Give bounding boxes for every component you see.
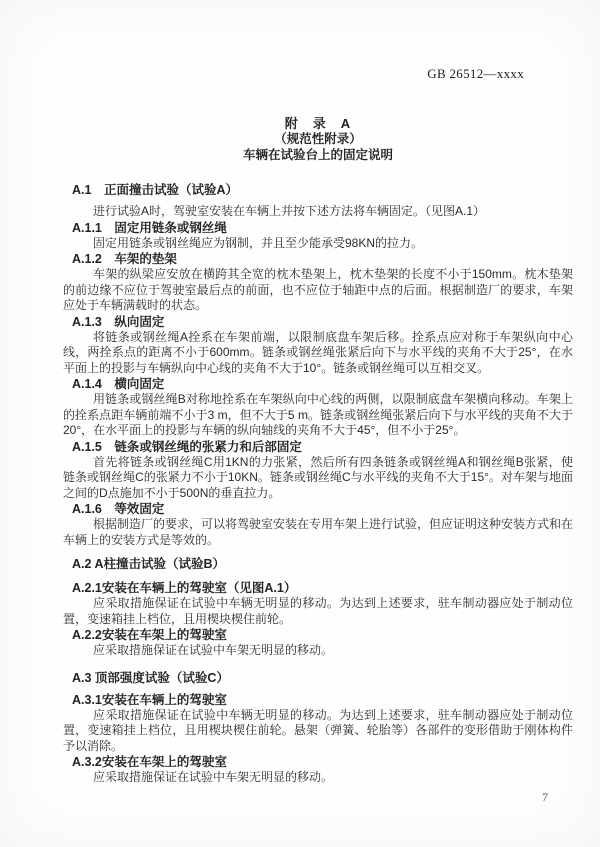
page-number: 7 bbox=[542, 790, 548, 804]
page-content bbox=[63, 116, 573, 786]
heading-a3-1: A.3.1安装在车辆上的驾驶室 bbox=[72, 692, 227, 707]
heading-a2-1: A.2.1安装在车辆上的驾驶室（见图A.1） bbox=[72, 581, 297, 595]
heading-a1-4: A.1.4 横向固定 bbox=[72, 377, 165, 391]
appendix-title-block bbox=[63, 116, 573, 163]
appendix-subject: 车辆在试验台上的固定说明 bbox=[242, 147, 393, 162]
standard-code: GB 26512—xxxx bbox=[427, 66, 524, 81]
heading-a3-2: A.3.2安装在车架上的驾驶室 bbox=[72, 755, 227, 769]
heading-a1-2: A.1.2 车架的垫架 bbox=[72, 252, 177, 266]
heading-a1-3: A.1.3 纵向固定 bbox=[72, 314, 165, 329]
section-a2 bbox=[63, 556, 573, 659]
paragraph-a3-1: 应采取措施保证在试验中车辆无明显的移动。为达到上述要求，驻车制动器应处于制动位置，变速箱挂上档位，且用楔块楔住前轮。悬架（弹簧、轮胎等）各部件的变形借助于刚体构件予以消除。 bbox=[63, 707, 573, 753]
appendix-label: 附 录 A bbox=[284, 116, 352, 131]
paragraph-a1-4: 用链条或钢丝绳B对称地拴系在车架纵向中心线的两侧，以限制底盘车架横向移动。车架上的拴系点距车辆前端不小于3 m，但不大于5 m。链条或钢丝绳张紧后向下与水平线的夹角不大于20°，在水平面上的投影与车辆的纵向轴线的夹角不大于45°，但不小于25°。 bbox=[63, 392, 573, 437]
paragraph-a1-5: 首先将链条或钢丝绳C用1KN的力张紧，然后所有四条链条或钢丝绳A和钢丝绳B张紧，使链条或钢丝绳C的张紧力不小于10KN。链条或钢丝绳C与水平线的夹角不大于15°。对车架与地面之间的D点施加不小于500N的垂直拉力。 bbox=[63, 454, 573, 500]
paragraph-a1-6: 根据制造厂的要求，可以将驾驶室安装在专用车架上进行试验，但应证明这种安装方式和在车辆上的安装方式是等效的。 bbox=[63, 517, 574, 547]
paragraph-a1-intro: 进行试验A时，驾驶室安装在车辆上并按下述方法将车辆固定。（见图A.1） bbox=[93, 204, 486, 218]
heading-a1-6: A.1.6 等效固定 bbox=[72, 502, 165, 516]
paragraph-a1-2: 车架的纵梁应安放在横跨其全宽的枕木垫架上，枕木垫架的长度不小于150mm。枕木垫架的前边缘不应位于驾驶室最后点的前面，也不应位于轴距中点的后面。根据制造厂的要求，车架应处于车辆满载时的状态。 bbox=[63, 267, 573, 312]
paragraph-a2-1: 应采取措施保证在试验中车辆无明显的移动。为达到上述要求，驻车制动器应处于制动位置，变速箱挂上档位，且用楔块楔住前轮。 bbox=[63, 596, 573, 626]
section-a1 bbox=[63, 182, 573, 548]
heading-a3: A.3 顶部强度试验（试验C） bbox=[72, 670, 229, 685]
paragraph-a2-2: 应采取措施保证在试验中车架无明显的移动。 bbox=[93, 643, 334, 657]
section-a3 bbox=[63, 670, 573, 786]
appendix-type-note: （规范性附录） bbox=[274, 132, 362, 146]
heading-a1: A.1 正面撞击试验（试验A） bbox=[72, 183, 238, 197]
heading-a2: A.2 A柱撞击试验（试验B） bbox=[72, 557, 226, 571]
heading-a1-1: A.1.1 固定用链条或钢丝绳 bbox=[72, 220, 227, 235]
heading-a1-5: A.1.5 链条或钢丝绳的张紧力和后部固定 bbox=[72, 439, 302, 454]
paragraph-a3-2: 应采取措施保证在试验中车架无明显的移动。 bbox=[93, 770, 334, 784]
paragraph-a1-1: 固定用链条或钢丝绳应为钢制，并且至少能承受98KN的拉力。 bbox=[93, 235, 424, 250]
heading-a2-2: A.2.2安装在车架上的驾驶室 bbox=[72, 628, 227, 642]
paragraph-a1-3: 将链条或钢丝绳A拴系在车架前端，以限制底盘车架后移。拴系点应对称于车架纵向中心线，两拴系点的距离不小于600mm。链条或钢丝绳张紧后向下与水平线的夹角不大于25°，在水平面上的投影与车辆纵向中心线的夹角不大于10°。链条或钢丝绳可以互相交叉。 bbox=[63, 329, 573, 375]
